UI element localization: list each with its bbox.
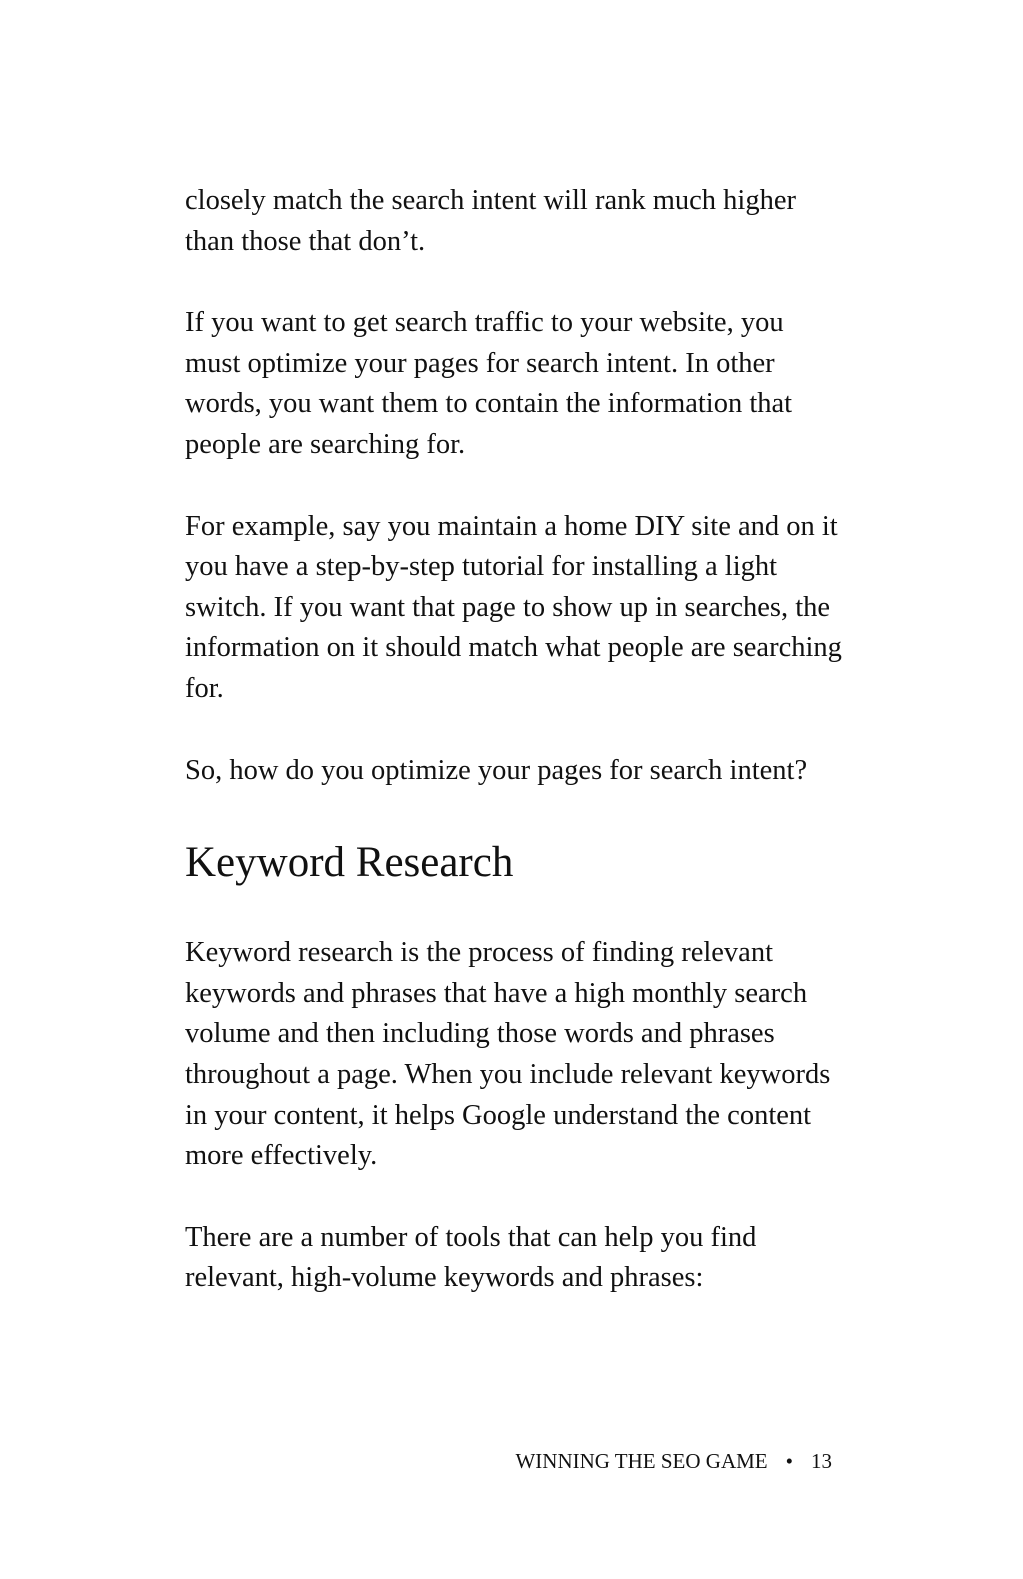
paragraph-search-intent-rank: closely match the search intent will rank much higher than those that don’t. [185, 185, 796, 257]
paragraph-diy-example: For example, say you maintain a home DIY site and on it you have a step-by-step tutorial for installing a light switch. If you want that page to show up in searches, the information on it should match what people are searching for. [185, 510, 842, 704]
section-heading: Keyword Research [185, 839, 514, 887]
page-number: 13 [811, 1449, 832, 1473]
paragraph-question: So, how do you optimize your pages for search intent? [185, 754, 808, 786]
running-footer [515, 1447, 832, 1475]
footer-book-title: WINNING THE SEO GAME [515, 1449, 768, 1473]
page-body [185, 181, 845, 1299]
footer-separator: • [785, 1449, 793, 1473]
paragraph-tools-intro: There are a number of tools that can help you find relevant, high-volume keywords and phrases: [185, 1221, 757, 1294]
paragraph-keyword-research-definition: Keyword research is the process of finding relevant keywords and phrases that have a high monthly search volume and then including those words and phrases throughout a page. When you include relevant keywords in your content, it helps Google understand the content more effectively. [185, 937, 831, 1172]
paragraph-optimize-pages: If you want to get search traffic to your website, you must optimize your pages for search intent. In other words, you want them to contain the information that people are searching for. [185, 307, 793, 460]
